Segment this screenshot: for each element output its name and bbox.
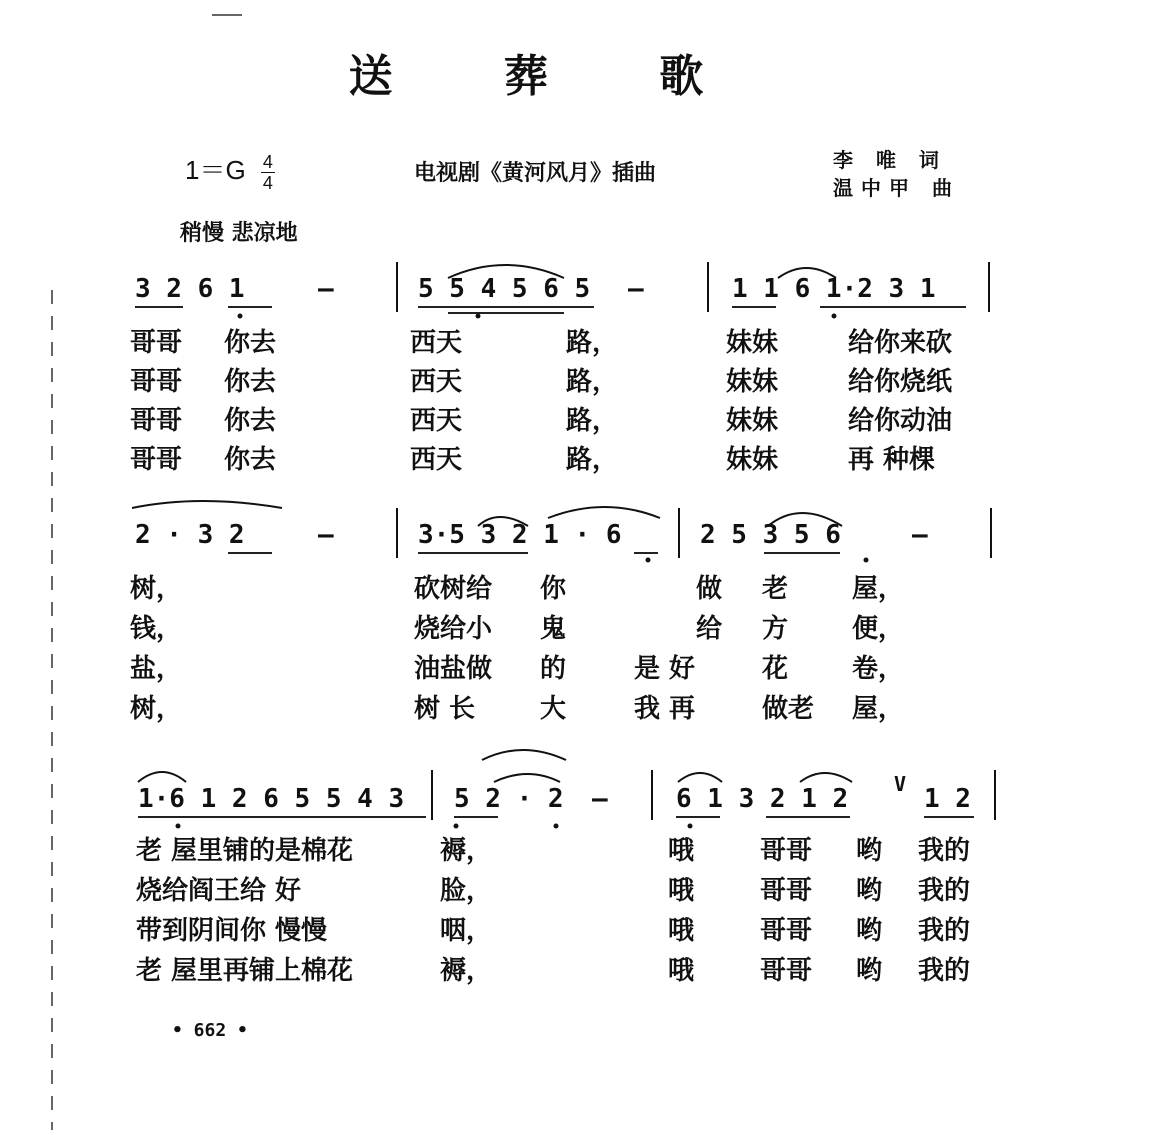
s2-v1-w5: 老 [762, 574, 789, 604]
s1-rest-1: — [318, 274, 334, 304]
s3-v2-w5: 哟 [856, 876, 883, 906]
s3-slur-4 [678, 773, 722, 782]
s1-v3-w2: 你去 [224, 406, 277, 436]
s3-v2-w2: 脸， [440, 876, 493, 906]
s3-v4-w4: 哥哥 [760, 956, 813, 986]
s2-v2-w5: 方 [762, 614, 789, 644]
s3-measure-4-notes: 1 2 [924, 784, 971, 814]
s1-measure-3-notes: 1 1 6 1·2 3 1 [732, 274, 936, 304]
s3-slur-2 [482, 750, 566, 760]
s3-measure-1-notes: 1·6 1 2 6 5 5 4 3 [138, 784, 405, 814]
s1-v2-w6: 给你烧纸 [848, 367, 953, 397]
s1-v2-w3: 西天 [410, 367, 463, 397]
s3-v2-w1: 烧给阎王给 好 [136, 876, 302, 906]
s1-v2-w2: 你去 [224, 367, 277, 397]
s1-v3-w5: 妹妹 [726, 406, 779, 436]
s2-measure-1-notes: 2 · 3 2 [135, 520, 245, 550]
s3-v4-w2: 褥， [440, 956, 493, 986]
s1-v4-w1: 哥哥 [130, 445, 183, 475]
s1-v2-w1: 哥哥 [130, 367, 183, 397]
s2-v3-w6: 卷， [852, 654, 905, 684]
s2-rest-1: — [318, 520, 334, 550]
s2-v1-w4: 做 [696, 574, 723, 604]
tempo-marking: 稍慢 悲凉地 [180, 220, 298, 246]
s1-v1-w4: 路， [566, 328, 619, 358]
s3-v1-w4: 哥哥 [760, 836, 813, 866]
s3-v4-w3: 哦 [668, 956, 695, 986]
s2-v3-w4: 是 好 [634, 654, 696, 684]
s3-measure-3-notes: 6 1 3 2 1 2 [676, 784, 849, 814]
s2-slur-2 [478, 517, 528, 526]
s3-v3-w5: 哟 [856, 916, 883, 946]
s3-v1-w5: 哟 [856, 836, 883, 866]
s3-slur-5 [800, 773, 852, 782]
s1-v4-w6: 再 种棵 [848, 445, 936, 475]
s3-measure-2-notes: 5 2 · 2 [454, 784, 564, 814]
composer-credit: 温中甲 曲 [833, 176, 960, 200]
s2-v2-w2: 烧给小 [414, 614, 493, 644]
s1-v3-w1: 哥哥 [130, 406, 183, 436]
s2-slur-3 [548, 507, 660, 518]
s1-v4-w3: 西天 [410, 445, 463, 475]
s2-v1-w3: 你 [540, 574, 567, 604]
s3-slur-1 [138, 772, 186, 782]
s1-v4-w5: 妹妹 [726, 445, 779, 475]
s3-v3-w2: 咽， [440, 916, 493, 946]
s1-measure-1-notes: 3 2 6 1 [135, 274, 245, 304]
s1-v2-w4: 路， [566, 367, 619, 397]
s3-rest-1: — [592, 784, 608, 814]
s1-v1-w1: 哥哥 [130, 328, 183, 358]
low-dot [864, 558, 869, 563]
s1-v1-w5: 妹妹 [726, 328, 779, 358]
s2-v3-w3: 的 [540, 654, 567, 684]
s2-v1-w6: 屋， [852, 574, 905, 604]
s2-v2-w1: 钱， [130, 614, 183, 644]
s3-v1-w6: 我的 [918, 836, 971, 866]
s3-slur-3 [494, 774, 560, 782]
s2-slur-4 [768, 513, 842, 526]
s2-v4-w4: 我 再 [634, 694, 696, 724]
s3-v3-w3: 哦 [668, 916, 695, 946]
s1-slur-2 [778, 268, 836, 278]
s1-slur-1 [448, 265, 564, 278]
s3-v1-w3: 哦 [668, 836, 695, 866]
s1-v1-w2: 你去 [224, 328, 277, 358]
low-dot [238, 314, 243, 319]
s1-v1-w6: 给你来砍 [848, 328, 953, 358]
subtitle: 电视剧《黄河风月》插曲 [414, 160, 657, 186]
s2-measure-2-notes: 3·5 3 2 1 · 6 [418, 520, 622, 550]
low-dot [476, 314, 481, 319]
low-dot [688, 824, 693, 829]
s2-v4-w6: 屋， [852, 694, 905, 724]
s2-v4-w3: 大 [540, 694, 567, 724]
s1-v4-w4: 路， [566, 445, 619, 475]
s1-rest-2: — [628, 274, 644, 304]
s3-breath-mark: V [894, 772, 907, 796]
s2-v1-w2: 砍树给 [414, 574, 493, 604]
s3-v4-w5: 哟 [856, 956, 883, 986]
s3-v2-w4: 哥哥 [760, 876, 813, 906]
s1-v4-w2: 你去 [224, 445, 277, 475]
s1-v3-w3: 西天 [410, 406, 463, 436]
s2-v1-w1: 树， [130, 574, 183, 604]
time-numerator: 4 [262, 151, 273, 172]
low-dot [554, 824, 559, 829]
s2-v2-w3: 鬼 [540, 614, 567, 644]
s2-v4-w1: 树， [130, 694, 183, 724]
song-title: 送 葬 歌 [348, 51, 752, 102]
s2-measure-3-notes: 2 5 3 5 6 [700, 520, 841, 550]
s1-v1-w3: 西天 [410, 328, 463, 358]
s1-v3-w4: 路， [566, 406, 619, 436]
low-dot [176, 824, 181, 829]
s2-v3-w2: 油盐做 [414, 654, 493, 684]
page-number: • 662 • [172, 1020, 248, 1041]
s2-rest-2: — [912, 520, 928, 550]
key-label: 1＝G [185, 155, 246, 185]
lyricist-credit: 李 唯 词 [833, 148, 947, 172]
s3-v1-w2: 褥， [440, 836, 493, 866]
s3-v2-w3: 哦 [668, 876, 695, 906]
s2-v4-w2: 树 长 [414, 694, 476, 724]
s3-v2-w6: 我的 [918, 876, 971, 906]
s2-slur-1 [132, 501, 282, 508]
s3-v3-w1: 带到阴间你 慢慢 [136, 916, 328, 946]
s1-measure-2-notes: 5 5 4 5 6 5 [418, 274, 591, 304]
low-dot [832, 314, 837, 319]
s3-v3-w6: 我的 [918, 916, 971, 946]
s2-v4-w5: 做老 [762, 694, 815, 724]
s3-v4-w1: 老 屋里再铺上棉花 [136, 956, 354, 986]
time-denominator: 4 [262, 172, 273, 193]
low-dot [646, 558, 651, 563]
s3-v4-w6: 我的 [918, 956, 971, 986]
low-dot [454, 824, 459, 829]
s2-v2-w4: 给 [696, 614, 723, 644]
s2-v3-w1: 盐， [130, 654, 183, 684]
s3-v3-w4: 哥哥 [760, 916, 813, 946]
s3-v1-w1: 老 屋里铺的是棉花 [136, 836, 354, 866]
s1-v3-w6: 给你动油 [848, 406, 953, 436]
s2-v3-w5: 花 [762, 654, 789, 684]
s1-v2-w5: 妹妹 [726, 367, 779, 397]
s2-v2-w6: 便， [852, 614, 905, 644]
